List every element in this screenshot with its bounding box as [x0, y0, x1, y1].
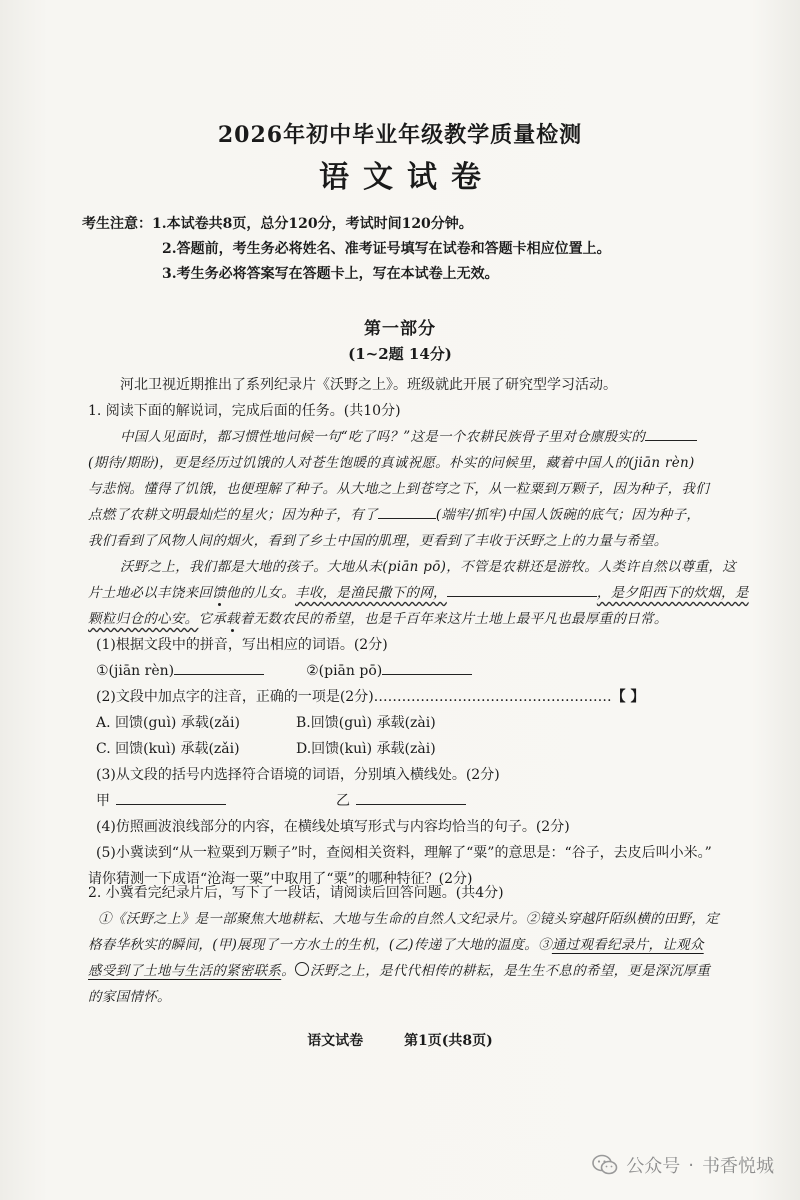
section-title: 第一部分 [364, 319, 436, 339]
exam-subtitle: 语文试卷 [319, 160, 495, 195]
sub-question-5: (5)小冀读到“从一粒粟到万颗子”时，查阅相关资料，理解了“粟”的意思是：“谷子，去皮后叫小米。” [96, 845, 712, 861]
dotted-char-zai: 载 [226, 611, 240, 627]
wechat-icon [592, 1154, 618, 1176]
sub-question-4: (4)仿照画波浪线部分的内容，在横线处填写形式与内容均恰当的句子。(2分) [96, 819, 570, 835]
question-2: 2. 小冀看完纪录片后，写下了一段话，请阅读后回答问题。(共4分) ①《沃野之上》是一部聚焦大地耕耘、大地与生命的自然人文纪录片。②镜头穿越阡陌纵横的田野，定 格春华秋实的瞬间，(甲)展现了一方水土的生机，(乙)传递了大地的温度。③通过观看纪录片，让观众 感受到了土地与生活的紧密联系。 沃野之上，是代代相传的耕耘，是生生不息的希望，更是深沉厚重 的家国情怀。 [88, 880, 768, 1010]
answer-blank [356, 790, 466, 805]
blank-jia [645, 426, 697, 441]
exam-title: 2026年初中毕业年级教学质量检测 [217, 122, 583, 148]
circled-number-placeholder [295, 962, 309, 976]
watermark-prefix: 公众号 [626, 1156, 681, 1177]
question-1-title: 1. 阅读下面的解说词，完成后面的任务。(共10分) [88, 403, 401, 419]
sub-question-1: (1)根据文段中的拼音，写出相应的词语。(2分) [96, 637, 388, 653]
notice-item: 1.本试卷共8页，总分120分，考试时间120分钟。 [152, 216, 473, 232]
question-1: 1. 阅读下面的解说词，完成后面的任务。(共10分) 中国人见面时，都习惯性地问候一句“吃了吗？”这是一个农耕民族骨子里对仓廪殷实的 (期待/期盼)，更是经历过饥饿的人对苍生饱暖的真诚祝愿。朴实的问候里，藏着中国人的(jiān rèn) 与悲悯。懂得了饥饿，也便理解了种子。从大地之上到苍穹之下，从一粒粟到万颗子，因为种子，我们 点燃了农耕文明最灿烂的星火；因为种子，有了 (端牢/抓牢)中国人饭碗的底气；因为种子， 我们看到了风物人间的烟火，看到了乡土中国的肌理，更看到了丰收于沃野之上的力量与希望。 沃野之上，我们都是大地的孩子。大地从未(piān pō)，不管是农耕还是游牧。人类许自然以尊重，这 片土地必以丰饶来回馈他的儿女。丰收，是渔民撒下的网， ，是夕阳西下的炊烟，是 颗粒归仓的心安。它承载着无数农民的希望，也是千百年来这片土地上最平凡也最厚重的日常。 (1)根据文段中的拼音，写出相应的词语。(2分) ①(jiān rèn) ②(piān pō) (2)文段中加点字的注音，正确的一项是(2分)……………………………………………【 】 A. 回馈(guì) 承载(zǎi) B.回馈(guì) 承载(zài) C. 回馈(kuì) 承载(zǎi) D.回馈(kuì) 承载(zài) (3)从文段的括号内选择符合语境的词语，分别填入横线处。(2分) 甲 乙 (4)仿照画波浪线部分的内容，在横线处填写形式与内容均恰当的句子。(2分) (5)小冀读到“从一粒粟到万颗子”时，查阅相关资料，理解了“粟”的意思是：“谷子，去皮后叫小米。” 请你猜测一下成语“沧海一粟”中取用了“粟”的哪种特征？(2分) [88, 398, 768, 892]
blank-yi [378, 504, 436, 519]
answer-blank [382, 660, 472, 675]
notice-item: 2.答题前，考生务必将姓名、准考证号填写在试卷和答题卡相应位置上。 [162, 241, 611, 257]
footer-subject: 语文试卷 [307, 1033, 364, 1049]
answer-blank [174, 660, 264, 675]
notice-item: 3.考生务必将答案写在答题卡上，写在本试卷上无效。 [162, 266, 499, 282]
answer-bracket: 【 】 [611, 689, 645, 705]
imitation-blank [447, 582, 597, 597]
sub-question-2: (2)文段中加点字的注音，正确的一项是(2分)…………………………………………… [96, 689, 612, 705]
footer-page-number: 第1页(共8页) [404, 1033, 493, 1049]
underlined-sentence: 通过观看纪录片，让观众 [551, 937, 704, 953]
section-range: (1~2题 14分) [348, 345, 452, 363]
wechat-watermark [592, 1152, 774, 1178]
dotted-char-kui: 馈 [212, 585, 227, 601]
passage-paragraph-1: 中国人见面时，都习惯性地问候一句“吃了吗？”这是一个农耕民族骨子里对仓廪殷实的 (期待/期盼)，更是经历过饥饿的人对苍生饱暖的真诚祝愿。朴实的问候里，藏着中国人的(jiān rèn) 与悲悯。懂得了饥饿，也便理解了种子。从大地之上到苍穹之下，从一粒粟到万颗子，因为种子，我们 点燃了农耕文明最灿烂的星火；因为种子，有了 (端牢/抓牢)中国人饭碗的底气；因为种子， 我们看到了风物人间的烟火，看到了乡土中国的肌理，更看到了丰收于沃野之上的力量与希望。 [88, 424, 768, 554]
notice-label: 考生注意： [82, 216, 152, 232]
option-d: D.回馈(kuì) 承载(zài) [296, 741, 436, 757]
notice-row-1 [82, 212, 611, 237]
option-b: B.回馈(guì) 承载(zài) [296, 715, 436, 731]
wavy-line-sentence: 丰收，是渔民撒下的网， [295, 585, 447, 601]
passage-paragraph-2: 沃野之上，我们都是大地的孩子。大地从未(piān pō)，不管是农耕还是游牧。人类许自然以尊重，这 片土地必以丰饶来回馈他的儿女。丰收，是渔民撒下的网， ，是夕阳西下的炊烟，是 颗粒归仓的心安。它承载着无数农民的希望，也是千百年来这片土地上最平凡也最厚重的日常。 [88, 559, 749, 627]
watermark-separator: · [688, 1154, 694, 1176]
sub-question-3: (3)从文段的括号内选择符合语境的词语，分别填入横线处。(2分) [96, 767, 500, 783]
option-c: C. 回馈(kuì) 承载(zǎi) [96, 741, 240, 757]
section-intro: 河北卫视近期推出了系列纪录片《沃野之上》。班级就此开展了研究型学习活动。 [120, 377, 617, 393]
page-footer [0, 1030, 800, 1050]
answer-blank [116, 790, 226, 805]
option-a: A. 回馈(guì) 承载(zǎi) [96, 715, 240, 731]
watermark-name: 书香悦城 [702, 1156, 774, 1177]
question-2-title: 2. 小冀看完纪录片后，写下了一段话，请阅读后回答问题。(共4分) [88, 885, 504, 901]
notice-block [82, 212, 611, 287]
